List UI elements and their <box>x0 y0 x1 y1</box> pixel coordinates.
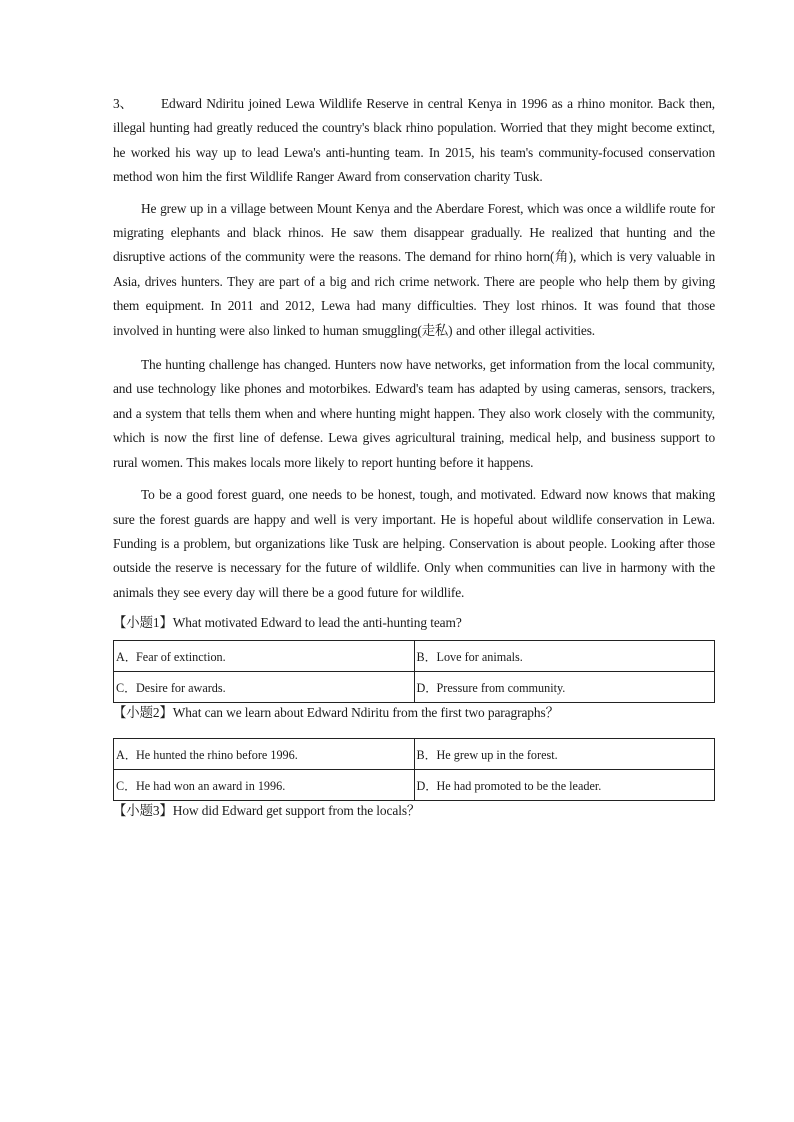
option-label: C． <box>116 778 137 793</box>
document-page <box>113 92 715 821</box>
option-a[interactable] <box>114 739 415 770</box>
option-label: C． <box>116 680 137 695</box>
option-text: Love for animals. <box>436 649 523 664</box>
question-2-prompt: 【小题2】What can we learn about Edward Ndiritu from the first two paragraphs？ <box>113 705 559 721</box>
option-text: He had won an award in 1996. <box>136 778 286 793</box>
option-label: D． <box>416 778 438 793</box>
option-label: A． <box>116 649 137 664</box>
paragraph-1-text: Edward Ndiritu joined Lewa Wildlife Reserve in central Kenya in 1996 as a rhino monitor. Back then, illegal hunting had greatly reduced the country's black rhino population. Worried that they might become extinct, he worked his way up to lead Lewa's anti-hunting team. In 2015, his team's community-focused conservation method won him the first Wildlife Ranger Award from conservation charity Tusk. <box>113 96 715 185</box>
option-label: D． <box>416 680 438 695</box>
option-text: Pressure from community. <box>436 680 566 695</box>
question-number: 3、 <box>113 96 133 111</box>
option-c[interactable] <box>114 770 415 801</box>
option-d[interactable] <box>414 672 715 703</box>
paragraph-1 <box>113 92 715 190</box>
option-d[interactable] <box>414 770 715 801</box>
question-1-options <box>113 640 715 703</box>
option-label: A． <box>116 747 137 762</box>
paragraph-4: To be a good forest guard, one needs to be honest, tough, and motivated. Edward now knows that making sure the forest guards are happy and well is very important. He is hopeful about wildlife conservation in Lewa. Funding is a problem, but organizations like Tusk are helping. Conservation is about people. Looking after those outside the reserve is necessary for the future of wildlife. Only when communities can live in harmony with the animals they see every day will there be a good future for wildlife. <box>113 487 715 600</box>
option-text: He hunted the rhino before 1996. <box>136 747 298 762</box>
option-text: Desire for awards. <box>136 680 226 695</box>
option-text: He grew up in the forest. <box>436 747 558 762</box>
option-text: Fear of extinction. <box>136 649 226 664</box>
option-text: He had promoted to be the leader. <box>436 778 602 793</box>
option-c[interactable] <box>114 672 415 703</box>
option-b[interactable] <box>414 739 715 770</box>
question-1-prompt: 【小题1】What motivated Edward to lead the anti-hunting team? <box>113 615 462 631</box>
option-label: B． <box>416 649 437 664</box>
question-2-options <box>113 738 715 801</box>
paragraph-3: The hunting challenge has changed. Hunters now have networks, get information from the local community, and use technology like phones and motorbikes. Edward's team has adapted by using cameras, sensors, trackers, and a system that tells them when and where hunting might happen. They also work closely with the community, which is now the first line of defense. Lewa gives agricultural training, medical help, and business support to rural women. This makes locals more likely to report hunting before it happens. <box>113 357 715 470</box>
paragraph-2: He grew up in a village between Mount Kenya and the Aberdare Forest, which was once a wildlife route for migrating elephants and black rhinos. He saw them disappear gradually. He realized that hunting and the disruptive actions of the community were the reasons. The demand for rhino horn(角), which is very valuable in Asia, drives hunters. They are part of a big and rich crime network. There are people who help them by giving them equipment. In 2011 and 2012, Lewa had many difficulties. They lost rhinos. It was found that those involved in hunting were also linked to human smuggling(走私) and other illegal activities. <box>113 200 715 338</box>
option-a[interactable] <box>114 641 415 672</box>
option-b[interactable] <box>414 641 715 672</box>
option-label: B． <box>416 747 437 762</box>
question-3-prompt: 【小题3】How did Edward get support from the locals？ <box>113 803 421 819</box>
